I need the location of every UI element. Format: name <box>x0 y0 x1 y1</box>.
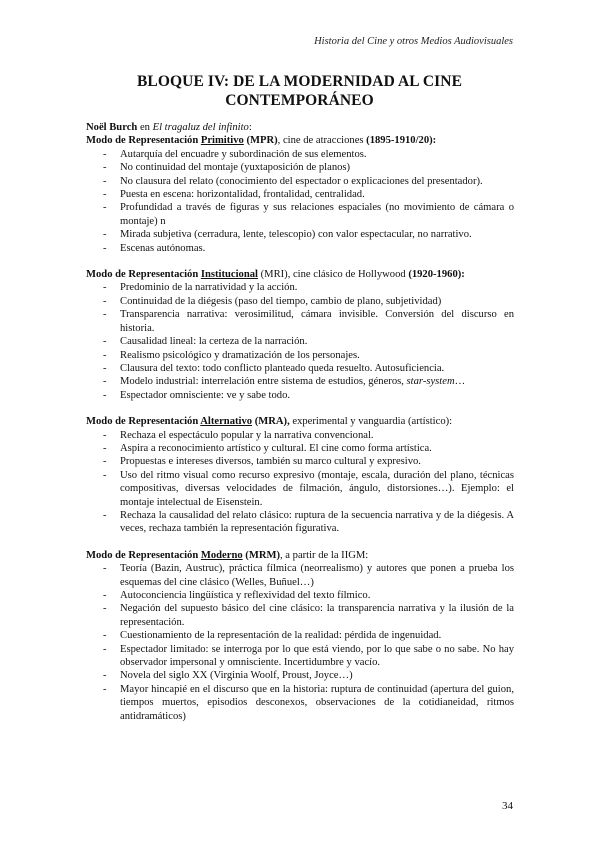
section-mpr <box>86 121 514 255</box>
list-item: - Negación del supuesto básico del cine clásico: la transparencia narrativa y la ilusión de la representación. <box>86 602 514 629</box>
list-item: - Escenas autónomas. <box>86 242 514 255</box>
heading-term: Institucional <box>200 269 258 281</box>
industrial-end: … <box>454 376 466 388</box>
intro-book-title: El tragaluz del infinito <box>152 122 249 133</box>
heading-abbr: (MRI) <box>257 269 288 281</box>
list-item: - Teoría (Bazin, Austruc), práctica fílmica (neorrealismo) y autores que ponen a prueba los esquemas del cine clásico (Welles, Buñuel…) <box>86 562 514 589</box>
heading-abbr: (MPR) <box>243 135 278 147</box>
list-item: - Uso del ritmo visual como recurso expresivo (montaje, escala, duración del plano, técnicas compositivas, diversas velocidades de filmación, ángulo, distorsiones…). Ejemplo: el montaje intelectual de Eisenstein. <box>86 469 514 509</box>
title-line-1: BLOQUE IV: DE LA MODERNIDAD AL CINE <box>136 73 463 90</box>
list-item: - Causalidad lineal: la certeza de la narración. <box>86 335 514 348</box>
heading-term: Alternativo <box>200 416 253 428</box>
heading-prefix: Modo de Representación <box>86 549 201 561</box>
list-item: - Espectador limitado: se interroga por lo que está viendo, por lo que sabe o no sabe. No hay observador impersonal y omnisciente. Incertidumbre y vacío. <box>86 643 514 670</box>
list-item: - Mayor hincapié en el discurso que en la historia: ruptura de continuidad (apertura del guion, tiempos muertos, episodios desconexos, observaciones de la cotidianeidad, ritmos antidramáticos) <box>86 683 514 723</box>
heading-prefix: Modo de Representación <box>86 416 201 428</box>
list-item: - Transparencia narrativa: verosimilitud, cámara invisible. Conversión del discurso en historia. <box>86 308 514 335</box>
list-item: - Novela del siglo XX (Virginia Woolf, Proust, Joyce…) <box>86 669 514 682</box>
title-line-2: CONTEMPORÁNEO <box>225 92 374 109</box>
list-item: - Puesta en escena: horizontalidad, frontalidad, centralidad. <box>86 188 514 201</box>
section-mrm <box>86 549 514 723</box>
heading-term: Primitivo <box>200 135 244 147</box>
intro-author: Noël Burch <box>86 122 138 133</box>
heading-desc: , a partir de la IIGM: <box>280 549 369 561</box>
industrial-text: Modelo industrial: interrelación entre sistema de estudios, géneros, <box>120 376 407 388</box>
list-item: - Cuestionamiento de la representación de la realidad: pérdida de ingenuidad. <box>86 629 514 642</box>
running-header: Historia del Cine y otros Medios Audiovisuales <box>314 36 513 47</box>
list-item-industrial-model <box>86 375 514 388</box>
heading-abbr: (MRM) <box>242 549 280 561</box>
list-item: - Continuidad de la diégesis (paso del tiempo, cambio de plano, subjetividad) <box>86 295 514 308</box>
list-item: - Espectador omnisciente: ve y sabe todo. <box>86 389 514 402</box>
heading-prefix: Modo de Representación <box>86 135 201 147</box>
list-item: - No clausura del relato (conocimiento del espectador o explicaciones del presentador). <box>86 175 514 188</box>
heading-years: (1920-1960): <box>408 269 465 281</box>
list-item: - Autarquía del encuadre y subordinación de sus elementos. <box>86 148 514 161</box>
section-heading <box>86 415 514 428</box>
list-item: - Mirada subjetiva (cerradura, lente, telescopio) con valor espectacular, no narrativo. <box>86 228 514 241</box>
list-item: - Realismo psicológico y dramatización de los personajes. <box>86 349 514 362</box>
list-item: - Profundidad a través de figuras y sus relaciones espaciales (no movimiento de cámara o montaje) n <box>86 201 514 228</box>
bullet-list <box>86 562 514 723</box>
heading-desc: experimental y vanguardia (artístico): <box>289 416 453 428</box>
content <box>86 121 514 723</box>
heading-years: (1895-1910/20): <box>366 135 437 147</box>
section-mri <box>86 268 514 402</box>
list-item: - Predominio de la narratividad y la acción. <box>86 281 514 294</box>
intro-connector: en <box>137 122 153 133</box>
list-item: - Rechaza el espectáculo popular y la narrativa convencional. <box>86 429 514 442</box>
intro-colon: : <box>248 122 252 133</box>
list-item: - No continuidad del montaje (yuxtaposición de planos) <box>86 161 514 174</box>
list-item: - Rechaza la causalidad del relato clásico: ruptura de la secuencia narrativa y de la diégesis. A veces, rechaza también la representación figurativa. <box>86 509 514 536</box>
page-title <box>86 72 513 110</box>
section-heading <box>86 134 514 147</box>
list-item: - Aspira a reconocimiento artístico y cultural. El cine como forma artística. <box>86 442 514 455</box>
heading-term: Moderno <box>200 549 243 561</box>
intro-line <box>86 121 514 134</box>
list-item: - Clausura del texto: todo conflicto planteado queda resuelto. Autosuficiencia. <box>86 362 514 375</box>
list-item: - Propuestas e intereses diversos, también su marco cultural y expresivo. <box>86 455 514 468</box>
heading-prefix: Modo de Representación <box>86 269 201 281</box>
bullet-list <box>86 429 514 536</box>
section-heading <box>86 549 514 562</box>
section-mra <box>86 415 514 536</box>
list-item: - Autoconciencia lingüística y reflexividad del texto fílmico. <box>86 589 514 602</box>
bullet-list <box>86 148 514 255</box>
bullet-list <box>86 281 514 402</box>
industrial-italic: star-system <box>406 376 455 388</box>
heading-desc: , cine clásico de Hollywood <box>287 269 409 281</box>
heading-abbr: (MRA), <box>252 416 290 428</box>
heading-desc: , cine de atracciones <box>277 135 367 147</box>
page-number: 34 <box>502 800 513 812</box>
section-heading <box>86 268 514 281</box>
